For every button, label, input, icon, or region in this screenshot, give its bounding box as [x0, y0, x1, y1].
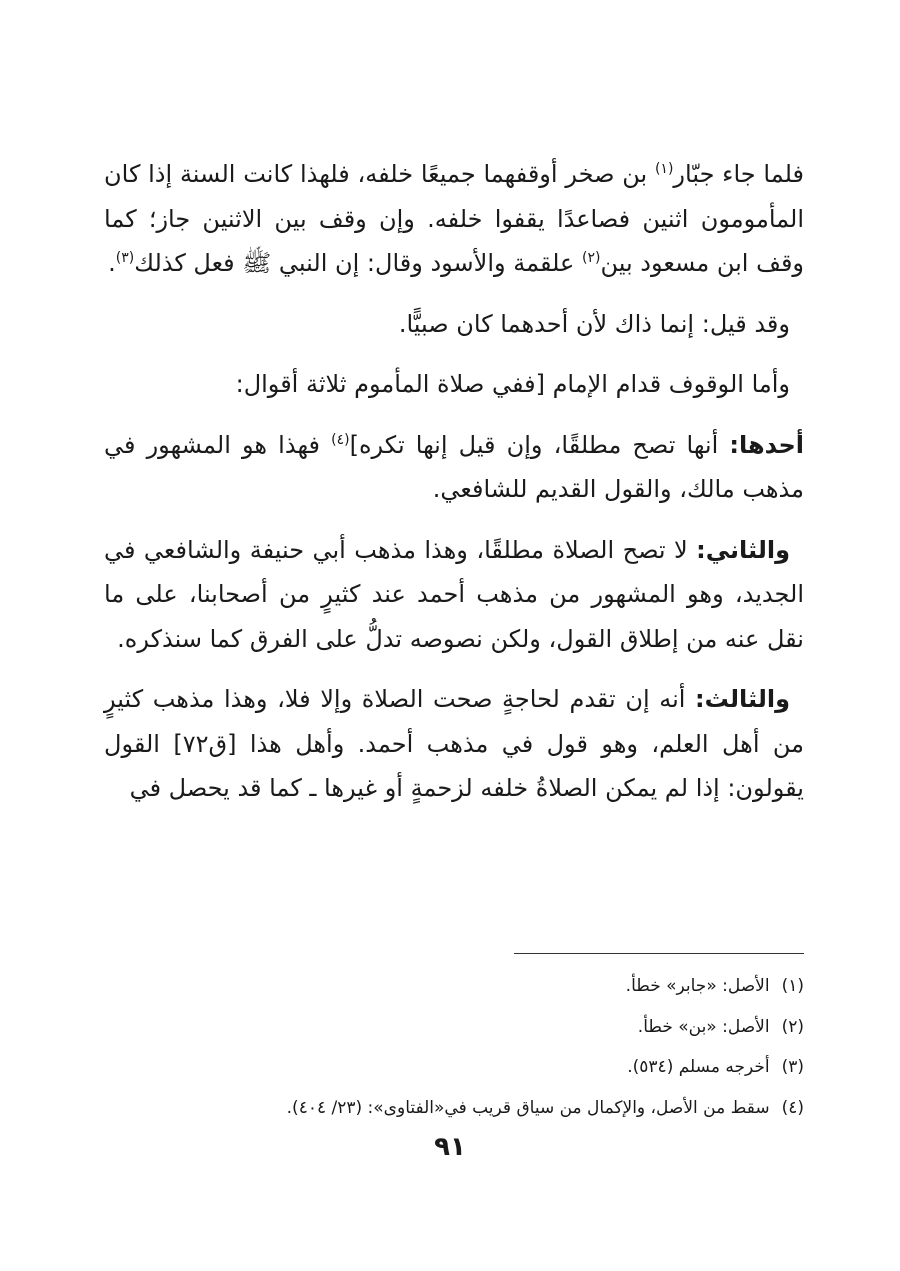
- footnote-ref-2[interactable]: (٢): [582, 250, 601, 266]
- text-segment: علقمة والأسود وقال: إن النبي ﷺ فعل كذلك: [134, 249, 582, 277]
- text-segment: أنه إن تقدم لحاجةٍ صحت الصلاة وإلا فلا، وهذا مذهب كثيرٍ من أهل العلم، وهو قول في مذهب أحمد. وأهل هذا [ق٧٢] القول يقولون: إذا لم يمكن الصلاةُ خلفه لزحمةٍ أو غيرها ـ كما قد يحصل في: [104, 685, 804, 802]
- footnote-1: [104, 966, 804, 1007]
- footnote-ref-4[interactable]: (٤): [331, 431, 350, 448]
- paragraph-lead: والثاني:: [696, 535, 790, 564]
- footnote-separator: [514, 953, 804, 954]
- text-segment: بن صخر أوقفهما جميعًا خلفه، فلهذا كانت السنة إذا كان المأمومون اثنين فصاعدًا يقفوا خلفه. وإن وقف بين الاثنين جاز؛ كما وقف ابن مسعود بين: [104, 160, 804, 277]
- footnote-4: [104, 1088, 804, 1129]
- footnote-number: (٤): [781, 1097, 804, 1118]
- text-segment: أنها تصح مطلقًا، وإن قيل إنها تكره]: [349, 430, 730, 459]
- text-segment: لا تصح الصلاة مطلقًا، وهذا مذهب أبي حنيفة والشافعي في الجديد، وهو المشهور من مذهب أحمد عند كثيرٍ من أصحابنا، على ما نقل عنه من إطلاق القول، ولكن نصوصه تدلُّ على الفرق كما سنذكره.: [104, 535, 804, 653]
- paragraph-6: [104, 677, 804, 811]
- main-text: [104, 152, 804, 811]
- paragraph-lead: أحدها:: [729, 430, 805, 459]
- footnote-3: [104, 1047, 804, 1088]
- footnote-text: الأصل: «بن» خطأ.: [637, 1016, 770, 1037]
- text-segment: فلما جاء جبّار: [673, 160, 804, 188]
- paragraph-1: [104, 152, 804, 286]
- text-segment: .: [108, 249, 116, 277]
- paragraph-5: [104, 528, 804, 662]
- footnote-text: سقط من الأصل، والإكمال من سياق قريب في«الفتاوى»: (٢٣/ ٤٠٤).: [286, 1097, 770, 1118]
- page-number: ٩١: [434, 1132, 466, 1162]
- footnote-2: [104, 1007, 804, 1048]
- text-segment: وقد قيل: إنما ذاك لأن أحدهما كان صبيًّا.: [398, 309, 790, 338]
- footnote-text: الأصل: «جابر» خطأ.: [625, 976, 770, 996]
- footnotes: [104, 966, 804, 1128]
- footnote-number: (٢): [781, 1016, 804, 1037]
- paragraph-3: [104, 362, 804, 407]
- footnote-number: (١): [781, 976, 804, 996]
- footnote-ref-3[interactable]: (٣): [115, 250, 135, 266]
- paragraph-lead: والثالث:: [695, 685, 790, 713]
- footnote-text: أخرجه مسلم (٥٣٤).: [627, 1057, 770, 1077]
- text-segment: وأما الوقوف قدام الإمام [ففي صلاة المأموم ثلاثة أقوال:: [235, 370, 790, 398]
- footnote-number: (٣): [781, 1057, 804, 1077]
- paragraph-2: [104, 302, 804, 347]
- text-segment: فهذا هو المشهور في مذهب مالك، والقول القديم للشافعي.: [104, 430, 804, 503]
- footnote-ref-1[interactable]: (١): [654, 161, 674, 177]
- paragraph-4: [104, 423, 804, 512]
